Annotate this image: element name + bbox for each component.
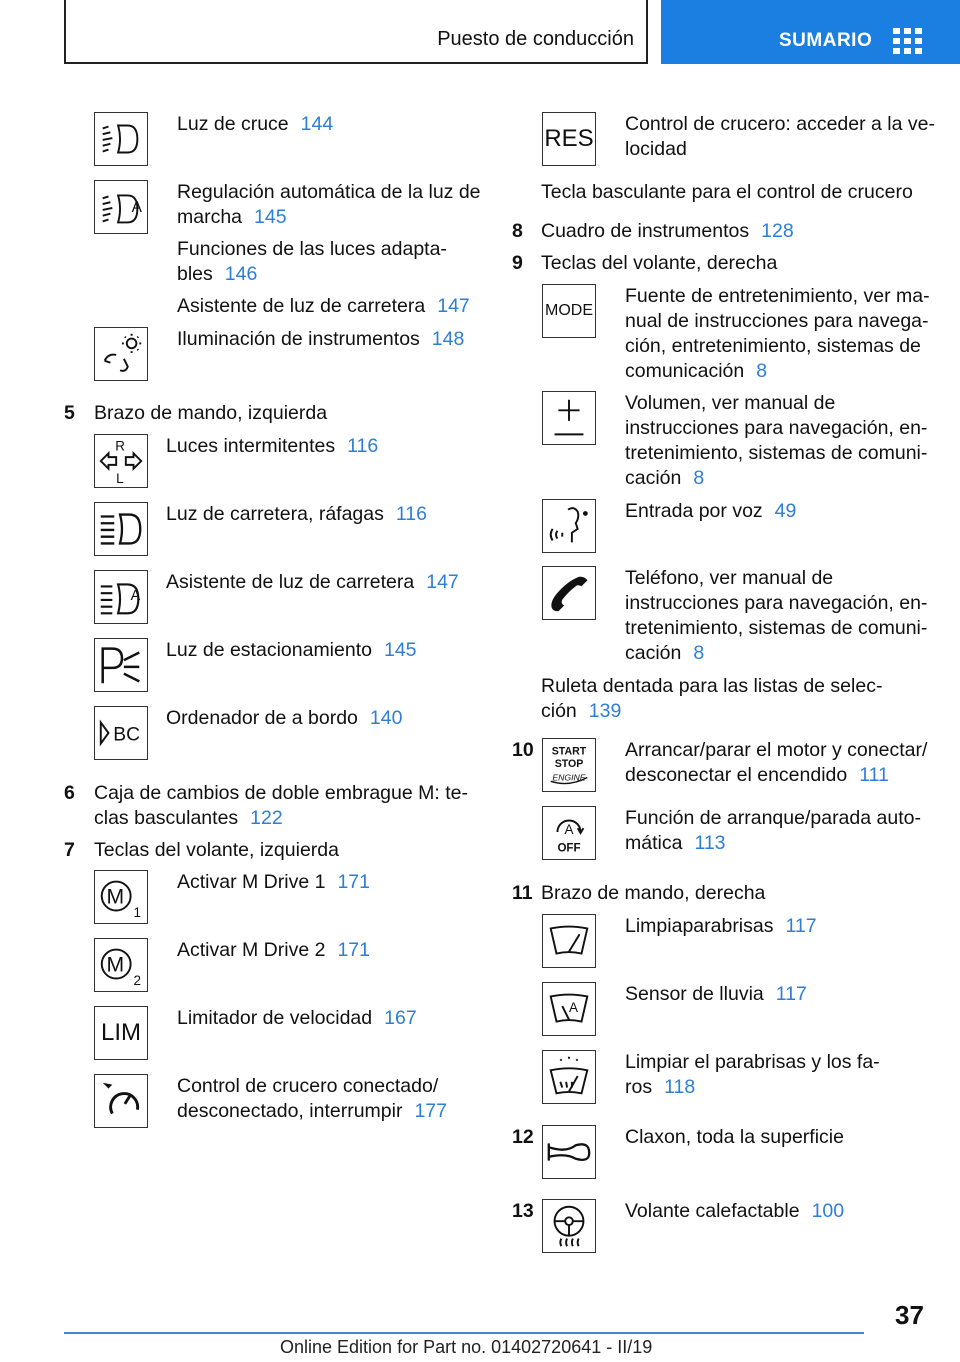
page-link[interactable]: 116	[395, 503, 427, 525]
entry-thumbwheel-l2: ción 139	[541, 700, 622, 722]
cruise-control-icon	[94, 1074, 148, 1128]
heading-right-wheel-keys: Teclas del volante, derecha	[541, 252, 778, 274]
rain-a-letter: A	[569, 999, 578, 1015]
entry-wiper: Limpiaparabrisas 117	[625, 915, 817, 937]
footer-divider	[64, 1332, 864, 1334]
mode-button-icon	[542, 284, 596, 338]
entry-volume-l2: instrucciones para navegación, en-	[625, 417, 928, 439]
bc-label: BC	[113, 724, 141, 746]
auto-a-letter: A	[564, 821, 574, 837]
m-sub: 1	[133, 905, 142, 921]
entry-cruise-control-l2: desconectado, interrumpir 177	[177, 1100, 447, 1122]
page-link[interactable]: 139	[588, 700, 622, 722]
page-link[interactable]: 8	[693, 642, 705, 664]
entry-instrument-lighting: Iluminación de instrumentos 148	[177, 328, 465, 350]
lim-label: LIM	[100, 1019, 141, 1046]
entry-volume-l1: Volumen, ver manual de	[625, 392, 836, 414]
item-number: 9	[512, 252, 523, 274]
header-bar	[64, 0, 648, 64]
entry-voice-input: Entrada por voz 49	[625, 500, 797, 522]
auto-light-letter: A	[131, 198, 142, 216]
page-number: 37	[895, 1300, 924, 1330]
section-title: Puesto de conducción	[437, 28, 634, 50]
heading-right-stalk: Brazo de mando, derecha	[541, 882, 766, 904]
voice-input-icon	[542, 499, 596, 553]
high-beam-assist-icon	[94, 570, 148, 624]
entry-washer-l2: ros 118	[625, 1076, 696, 1098]
m-letter: M	[106, 885, 125, 909]
heated-steering-wheel-icon	[542, 1199, 596, 1253]
page-link[interactable]: 117	[785, 915, 817, 937]
entry-rocker-switch: Tecla basculante para el control de crucero	[541, 181, 913, 203]
page-link[interactable]: 8	[693, 467, 705, 489]
phone-icon	[542, 566, 596, 620]
stop-text: STOP	[554, 757, 584, 770]
entry-low-beam: Luz de cruce 144	[177, 113, 334, 135]
wiper-icon	[542, 914, 596, 968]
page-link[interactable]: 148	[431, 328, 465, 350]
page-link[interactable]: 116	[347, 435, 379, 457]
page-link[interactable]: 100	[811, 1200, 845, 1222]
engine-text: ENGINE	[552, 772, 586, 783]
heading-left-wheel-keys: Teclas del volante, izquierda	[94, 839, 339, 861]
entry-parking-light: Luz de estacionamiento 145	[166, 639, 417, 661]
page-link[interactable]: 171	[337, 939, 370, 961]
page-link[interactable]: 111	[859, 764, 889, 786]
res-button-icon	[542, 112, 596, 166]
start-text: START	[551, 745, 587, 758]
auto-headlight-icon	[94, 180, 148, 234]
entry-auto-headlight-l2: marcha 145	[177, 206, 287, 228]
parking-light-icon	[94, 638, 148, 692]
summary-button[interactable]	[661, 0, 960, 64]
off-label: OFF	[557, 842, 581, 855]
entry-turn-signals: Luces intermitentes 116	[166, 435, 379, 457]
item-number: 13	[512, 1200, 534, 1222]
high-beam-icon	[94, 502, 148, 556]
entry-mode-l2: nual de instrucciones para navega-	[625, 310, 929, 332]
item-number: 6	[64, 782, 75, 804]
page-link[interactable]: 167	[384, 1007, 417, 1029]
entry-cruise-control-l1: Control de crucero conectado/	[177, 1075, 439, 1097]
page-link[interactable]: 140	[369, 707, 403, 729]
entry-cruise-resume-l2: locidad	[625, 138, 687, 160]
item-number: 5	[64, 402, 75, 424]
low-beam-icon	[94, 112, 148, 166]
page-link[interactable]: 117	[775, 983, 807, 1005]
m-drive-1-icon	[94, 870, 148, 924]
m-sub: 2	[133, 973, 142, 989]
instrument-lighting-icon	[94, 327, 148, 381]
m-drive-2-icon	[94, 938, 148, 992]
summary-label: SUMARIO	[779, 30, 873, 51]
entry-heated-steering-wheel: Volante calefactable 100	[625, 1200, 845, 1222]
entry-adaptive-l2: bles 146	[177, 263, 258, 285]
grid-menu-icon	[893, 28, 923, 54]
entry-cruise-resume-l1: Control de crucero: acceder a la ve-	[625, 113, 935, 135]
rain-sensor-icon	[542, 982, 596, 1036]
page-link[interactable]: 122	[250, 807, 283, 829]
page-link[interactable]: 49	[774, 500, 797, 522]
heading-gearbox-l1: Caja de cambios de doble embrague M: te-	[94, 782, 468, 804]
heading-left-stalk: Brazo de mando, izquierda	[94, 402, 328, 424]
page-link[interactable]: 177	[414, 1100, 447, 1122]
entry-phone-l1: Teléfono, ver manual de	[625, 567, 834, 589]
entry-auto-start-stop-l1: Función de arranque/parada auto-	[625, 807, 921, 829]
entry-m-drive-1: Activar M Drive 1 171	[177, 871, 370, 893]
item-number: 11	[512, 882, 533, 904]
entry-phone-l3: tretenimiento, sistemas de comuni-	[625, 617, 928, 639]
page-link[interactable]: 147	[426, 571, 459, 593]
start-stop-icon	[542, 738, 596, 792]
heading-instrument-cluster: Cuadro de instrumentos 128	[541, 220, 794, 242]
entry-onboard-computer: Ordenador de a bordo 140	[166, 707, 403, 729]
horn-icon	[542, 1125, 596, 1179]
item-number: 8	[512, 220, 523, 242]
entry-speed-limiter: Limitador de velocidad 167	[177, 1007, 417, 1029]
entry-high-beam-assist: Asistente de luz de carretera 147	[177, 295, 470, 317]
turn-l-letter: L	[116, 471, 124, 487]
auto-light-letter: A	[130, 587, 141, 604]
footer-edition: Online Edition for Part no. 01402720641 - II/19	[280, 1337, 653, 1357]
page-link[interactable]: 128	[761, 220, 794, 242]
item-number: 10	[512, 739, 534, 761]
mode-label: MODE	[545, 302, 593, 319]
entry-phone-l2: instrucciones para navegación, en-	[625, 592, 928, 614]
entry-volume-l4: cación 8	[625, 467, 705, 489]
washer-icon	[542, 1050, 596, 1104]
item-number: 12	[512, 1126, 534, 1148]
entry-auto-start-stop-l2: mática 113	[625, 832, 726, 854]
entry-mode-l1: Fuente de entretenimiento, ver ma-	[625, 285, 930, 307]
entry-adaptive-l1: Funciones de las luces adapta-	[177, 238, 447, 260]
entry-thumbwheel-l1: Ruleta dentada para las listas de selec-	[541, 675, 883, 697]
page-link[interactable]: 113	[694, 832, 726, 854]
page-link[interactable]: 145	[254, 206, 287, 228]
turn-signal-icon	[94, 434, 148, 488]
page-link[interactable]: 145	[383, 639, 417, 661]
page-link[interactable]: 171	[337, 871, 370, 893]
entry-high-beam-assist-2: Asistente de luz de carretera 147	[166, 571, 459, 593]
entry-mode-l3: ción, entretenimiento, sistemas de	[625, 335, 921, 357]
entry-mode-l4: comunicación 8	[625, 360, 768, 382]
entry-high-beam: Luz de carretera, ráfagas 116	[166, 503, 427, 525]
onboard-computer-icon	[94, 706, 148, 760]
entry-start-stop-l1: Arrancar/parar el motor y conectar/	[625, 739, 928, 761]
entry-auto-headlight-l1: Regulación automática de la luz de	[177, 181, 481, 203]
page-link[interactable]: 147	[437, 295, 470, 317]
entry-rain-sensor: Sensor de lluvia 117	[625, 983, 807, 1005]
volume-icon	[542, 391, 596, 445]
m-letter: M	[106, 953, 125, 977]
item-number: 7	[64, 839, 75, 861]
turn-r-letter: R	[115, 438, 125, 454]
page-link[interactable]: 8	[756, 360, 768, 382]
entry-volume-l3: tretenimiento, sistemas de comuni-	[625, 442, 928, 464]
entry-washer-l1: Limpiar el parabrisas y los fa-	[625, 1051, 880, 1073]
res-label: RES	[544, 125, 594, 152]
auto-start-stop-icon	[542, 806, 596, 860]
page-link[interactable]: 146	[224, 263, 258, 285]
entry-phone-l4: cación 8	[625, 642, 705, 664]
entry-start-stop-l2: desconectar el encendido 111	[625, 764, 889, 786]
heading-gearbox-l2: clas basculantes 122	[94, 807, 283, 829]
entry-m-drive-2: Activar M Drive 2 171	[177, 939, 370, 961]
page-link[interactable]: 144	[300, 113, 334, 135]
page-link[interactable]: 118	[664, 1076, 696, 1098]
speed-limiter-icon	[94, 1006, 148, 1060]
entry-horn: Claxon, toda la superficie	[625, 1126, 844, 1148]
